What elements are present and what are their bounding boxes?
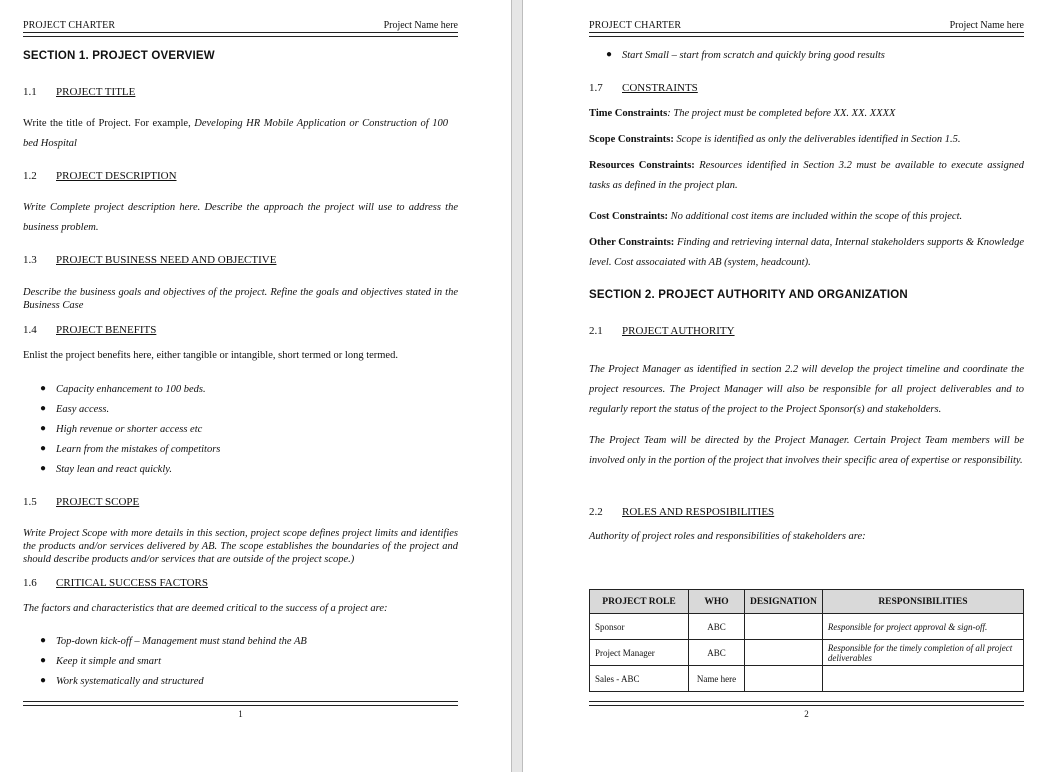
document-page-1 bbox=[0, 0, 511, 772]
bullet-icon: ● bbox=[40, 655, 47, 666]
heading-number: 2.1 bbox=[589, 325, 603, 337]
bullet-icon: ● bbox=[40, 635, 47, 646]
heading-number: 1.1 bbox=[23, 86, 37, 98]
resources-constraints: Resources Constraints: Resources identified in Section 3.2 must be available to execute assigned tasks as defined in the project plan. bbox=[589, 160, 1024, 191]
roles-table bbox=[589, 589, 1024, 692]
column-header: DESIGNATION bbox=[745, 590, 823, 614]
list-item: Easy access. bbox=[56, 404, 110, 415]
project-description-text: Write Complete project description here. Describe the approach the project will use to address the business problem. bbox=[23, 202, 458, 233]
table-cell: Name here bbox=[689, 666, 745, 692]
column-header: PROJECT ROLE bbox=[590, 590, 689, 614]
page-number: 2 bbox=[804, 709, 809, 719]
table-row bbox=[590, 666, 1024, 692]
other-constraints: Other Constraints: Finding and retrieving internal data, Internal stakeholders supports & Knowledge level. Cost assocaiated with AB (system, headcount). bbox=[589, 237, 1025, 268]
heading-critical-success-factors: CRITICAL SUCCESS FACTORS bbox=[56, 577, 209, 589]
heading-number: 1.5 bbox=[23, 496, 37, 508]
business-need-text: Describe the business goals and objectives of the project. Refine the goals and objectives stated in the Business Case bbox=[23, 287, 458, 311]
table-cell bbox=[745, 614, 823, 640]
table-cell: Sponsor bbox=[590, 614, 689, 640]
bullet-icon: ● bbox=[606, 49, 613, 60]
header-title: PROJECT CHARTER bbox=[23, 20, 116, 31]
project-benefits-text: Enlist the project benefits here, either tangible or intangible, short termed or long termed. bbox=[23, 350, 398, 361]
list-item: Start Small – start from scratch and quickly bring good results bbox=[622, 50, 885, 61]
header-rule bbox=[23, 32, 458, 37]
table-header-row bbox=[590, 590, 1024, 614]
heading-project-title: PROJECT TITLE bbox=[56, 86, 136, 98]
cost-constraints: Cost Constraints: No additional cost items are included within the scope of this project. bbox=[589, 211, 963, 222]
heading-number: 1.2 bbox=[23, 170, 37, 182]
bullet-icon: ● bbox=[40, 675, 47, 686]
column-header: WHO bbox=[689, 590, 745, 614]
heading-roles-responsibilities: ROLES AND RESPOSIBILITIES bbox=[622, 506, 775, 518]
heading-project-benefits: PROJECT BENEFITS bbox=[56, 324, 157, 336]
heading-project-description: PROJECT DESCRIPTION bbox=[56, 170, 177, 182]
project-authority-para-2: The Project Team will be directed by the Project Manager. Certain Project Team members will be involved only in the portion of the project that involves their specific area of expertise or responsibility. bbox=[589, 435, 1024, 466]
list-item: Learn from the mistakes of competitors bbox=[56, 444, 221, 455]
list-item: Top-down kick-off – Management must stand behind the AB bbox=[56, 636, 307, 647]
heading-number: 1.4 bbox=[23, 324, 37, 336]
bullet-icon: ● bbox=[40, 383, 47, 394]
bullet-icon: ● bbox=[40, 423, 47, 434]
heading-number: 1.3 bbox=[23, 254, 37, 266]
table-cell bbox=[745, 640, 823, 666]
header-rule bbox=[589, 32, 1024, 37]
scope-constraints: Scope Constraints: Scope is identified as only the deliverables identified in Section 1.5. bbox=[589, 134, 961, 145]
heading-number: 2.2 bbox=[589, 506, 603, 518]
heading-project-authority: PROJECT AUTHORITY bbox=[622, 325, 735, 337]
list-item: Stay lean and react quickly. bbox=[56, 464, 172, 475]
heading-constraints: CONSTRAINTS bbox=[622, 82, 698, 94]
project-scope-text: Write Project Scope with more details in this section, project scope defines project limits and identifies the products and/or services delivered by AB. The scope establishes the boundaries of the project and should describe products and/or services that are outside of the project scope.) bbox=[23, 528, 458, 565]
column-header: RESPONSIBILITIES bbox=[822, 590, 1023, 614]
document-page-2 bbox=[523, 0, 1052, 772]
roles-intro-text: Authority of project roles and responsibilities of stakeholders are: bbox=[589, 531, 866, 542]
table-row bbox=[590, 640, 1024, 666]
section-1-title: SECTION 1. PROJECT OVERVIEW bbox=[23, 50, 215, 62]
header-project-name: Project Name here bbox=[949, 20, 1024, 31]
list-item: Work systematically and structured bbox=[56, 676, 204, 687]
page-number: 1 bbox=[238, 709, 243, 719]
bullet-icon: ● bbox=[40, 403, 47, 414]
heading-number: 1.6 bbox=[23, 577, 37, 589]
heading-business-need: PROJECT BUSINESS NEED AND OBJECTIVE bbox=[56, 254, 277, 266]
bullet-icon: ● bbox=[40, 443, 47, 454]
heading-project-scope: PROJECT SCOPE bbox=[56, 496, 140, 508]
footer-rule bbox=[23, 701, 458, 706]
table-row bbox=[590, 614, 1024, 640]
page-gutter bbox=[511, 0, 523, 772]
heading-number: 1.7 bbox=[589, 82, 603, 94]
header-project-name: Project Name here bbox=[383, 20, 458, 31]
project-title-text: Write the title of Project. For example, Developing HR Mobile Application or Construction of 100 bed Hospital bbox=[23, 118, 448, 149]
section-2-title: SECTION 2. PROJECT AUTHORITY AND ORGANIZATION bbox=[589, 289, 908, 301]
table-cell: Project Manager bbox=[590, 640, 689, 666]
table-cell: ABC bbox=[689, 614, 745, 640]
table-cell: ABC bbox=[689, 640, 745, 666]
list-item: Capacity enhancement to 100 beds. bbox=[56, 384, 206, 395]
project-authority-para-1: The Project Manager as identified in section 2.2 will develop the project timeline and coordinate the project resources. The Project Manager will also be responsible for all project deliverables and to regularly report the status of the project to the Project Sponsor(s) and stakeholders. bbox=[589, 364, 1024, 415]
time-constraints: Time Constraints: The project must be completed before XX. XX. XXXX bbox=[589, 108, 896, 119]
table-cell bbox=[822, 666, 1023, 692]
list-item: High revenue or shorter access etc bbox=[56, 424, 203, 435]
table-cell: Responsible for project approval & sign-off. bbox=[822, 614, 1023, 640]
table-cell: Responsible for the timely completion of all project deliverables bbox=[822, 640, 1023, 666]
bullet-icon: ● bbox=[40, 463, 47, 474]
table-cell: Sales - ABC bbox=[590, 666, 689, 692]
header-title: PROJECT CHARTER bbox=[589, 20, 682, 31]
success-factors-text: The factors and characteristics that are deemed critical to the success of a project are: bbox=[23, 603, 388, 614]
table-cell bbox=[745, 666, 823, 692]
list-item: Keep it simple and smart bbox=[56, 656, 161, 667]
footer-rule bbox=[589, 701, 1024, 706]
